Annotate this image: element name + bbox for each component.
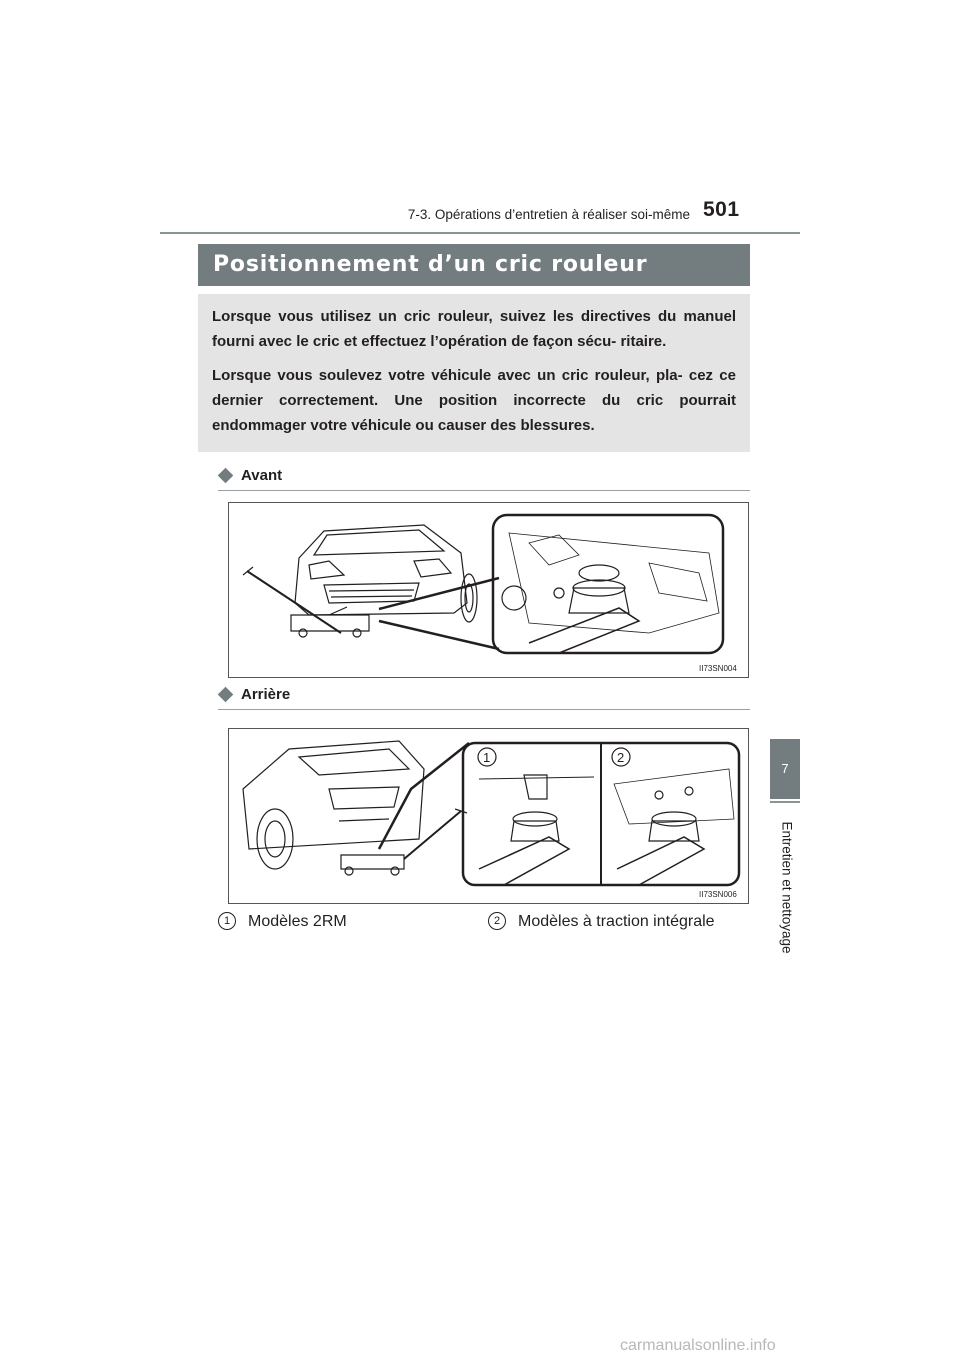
legend-item-2 (488, 912, 715, 931)
diamond-bullet-icon (218, 687, 234, 703)
legend-number-2: 2 (488, 912, 506, 930)
subheading-avant (218, 467, 282, 491)
intro-paragraph-2: Lorsque vous soulevez votre véhicule avec un cric rouleur, pla- cez ce dernier correctement. Une position incorrecte du cric pourrait endommager votre véhicule ou causer des blessures. (212, 367, 736, 434)
legend-label-1: Modèles 2RM (248, 913, 347, 930)
legend-item-1 (218, 912, 347, 931)
subheading-avant-rule (218, 490, 750, 491)
front-jack-illustration (229, 503, 748, 677)
figure-code-rear: II73SN006 (699, 890, 737, 899)
figure-code-front: II73SN004 (699, 664, 737, 673)
chapter-tab: 7 (770, 739, 800, 799)
figure-rear-jack (228, 728, 749, 904)
subheading-arriere-rule (218, 709, 750, 710)
section-title-bar (198, 244, 750, 286)
diamond-bullet-icon (218, 468, 234, 484)
subheading-arriere (218, 686, 290, 710)
figure-front-jack (228, 502, 749, 678)
callout-1: 1 (483, 750, 491, 765)
intro-paragraph-1: Lorsque vous utilisez un cric rouleur, suivez les directives du manuel fourni avec le cric et effectuez l’opération de façon sécu- ritaire. (212, 308, 736, 350)
legend-number-1: 1 (218, 912, 236, 930)
intro-box (198, 294, 750, 452)
callout-2: 2 (617, 750, 625, 765)
legend-label-2: Modèles à traction intégrale (518, 913, 715, 930)
watermark: carmanualsonline.info (620, 1337, 776, 1354)
subheading-arriere-label: Arrière (241, 686, 291, 703)
page-number: 501 (703, 198, 740, 221)
subheading-avant-label: Avant (241, 467, 283, 484)
page-title: Positionnement d’un cric rouleur (213, 252, 648, 277)
chapter-label: Entretien et nettoyage (779, 821, 795, 954)
header-section-title: 7-3. Opérations d’entretien à réaliser soi-même (407, 207, 690, 222)
header-divider (160, 232, 800, 234)
rear-jack-illustration (229, 729, 748, 903)
